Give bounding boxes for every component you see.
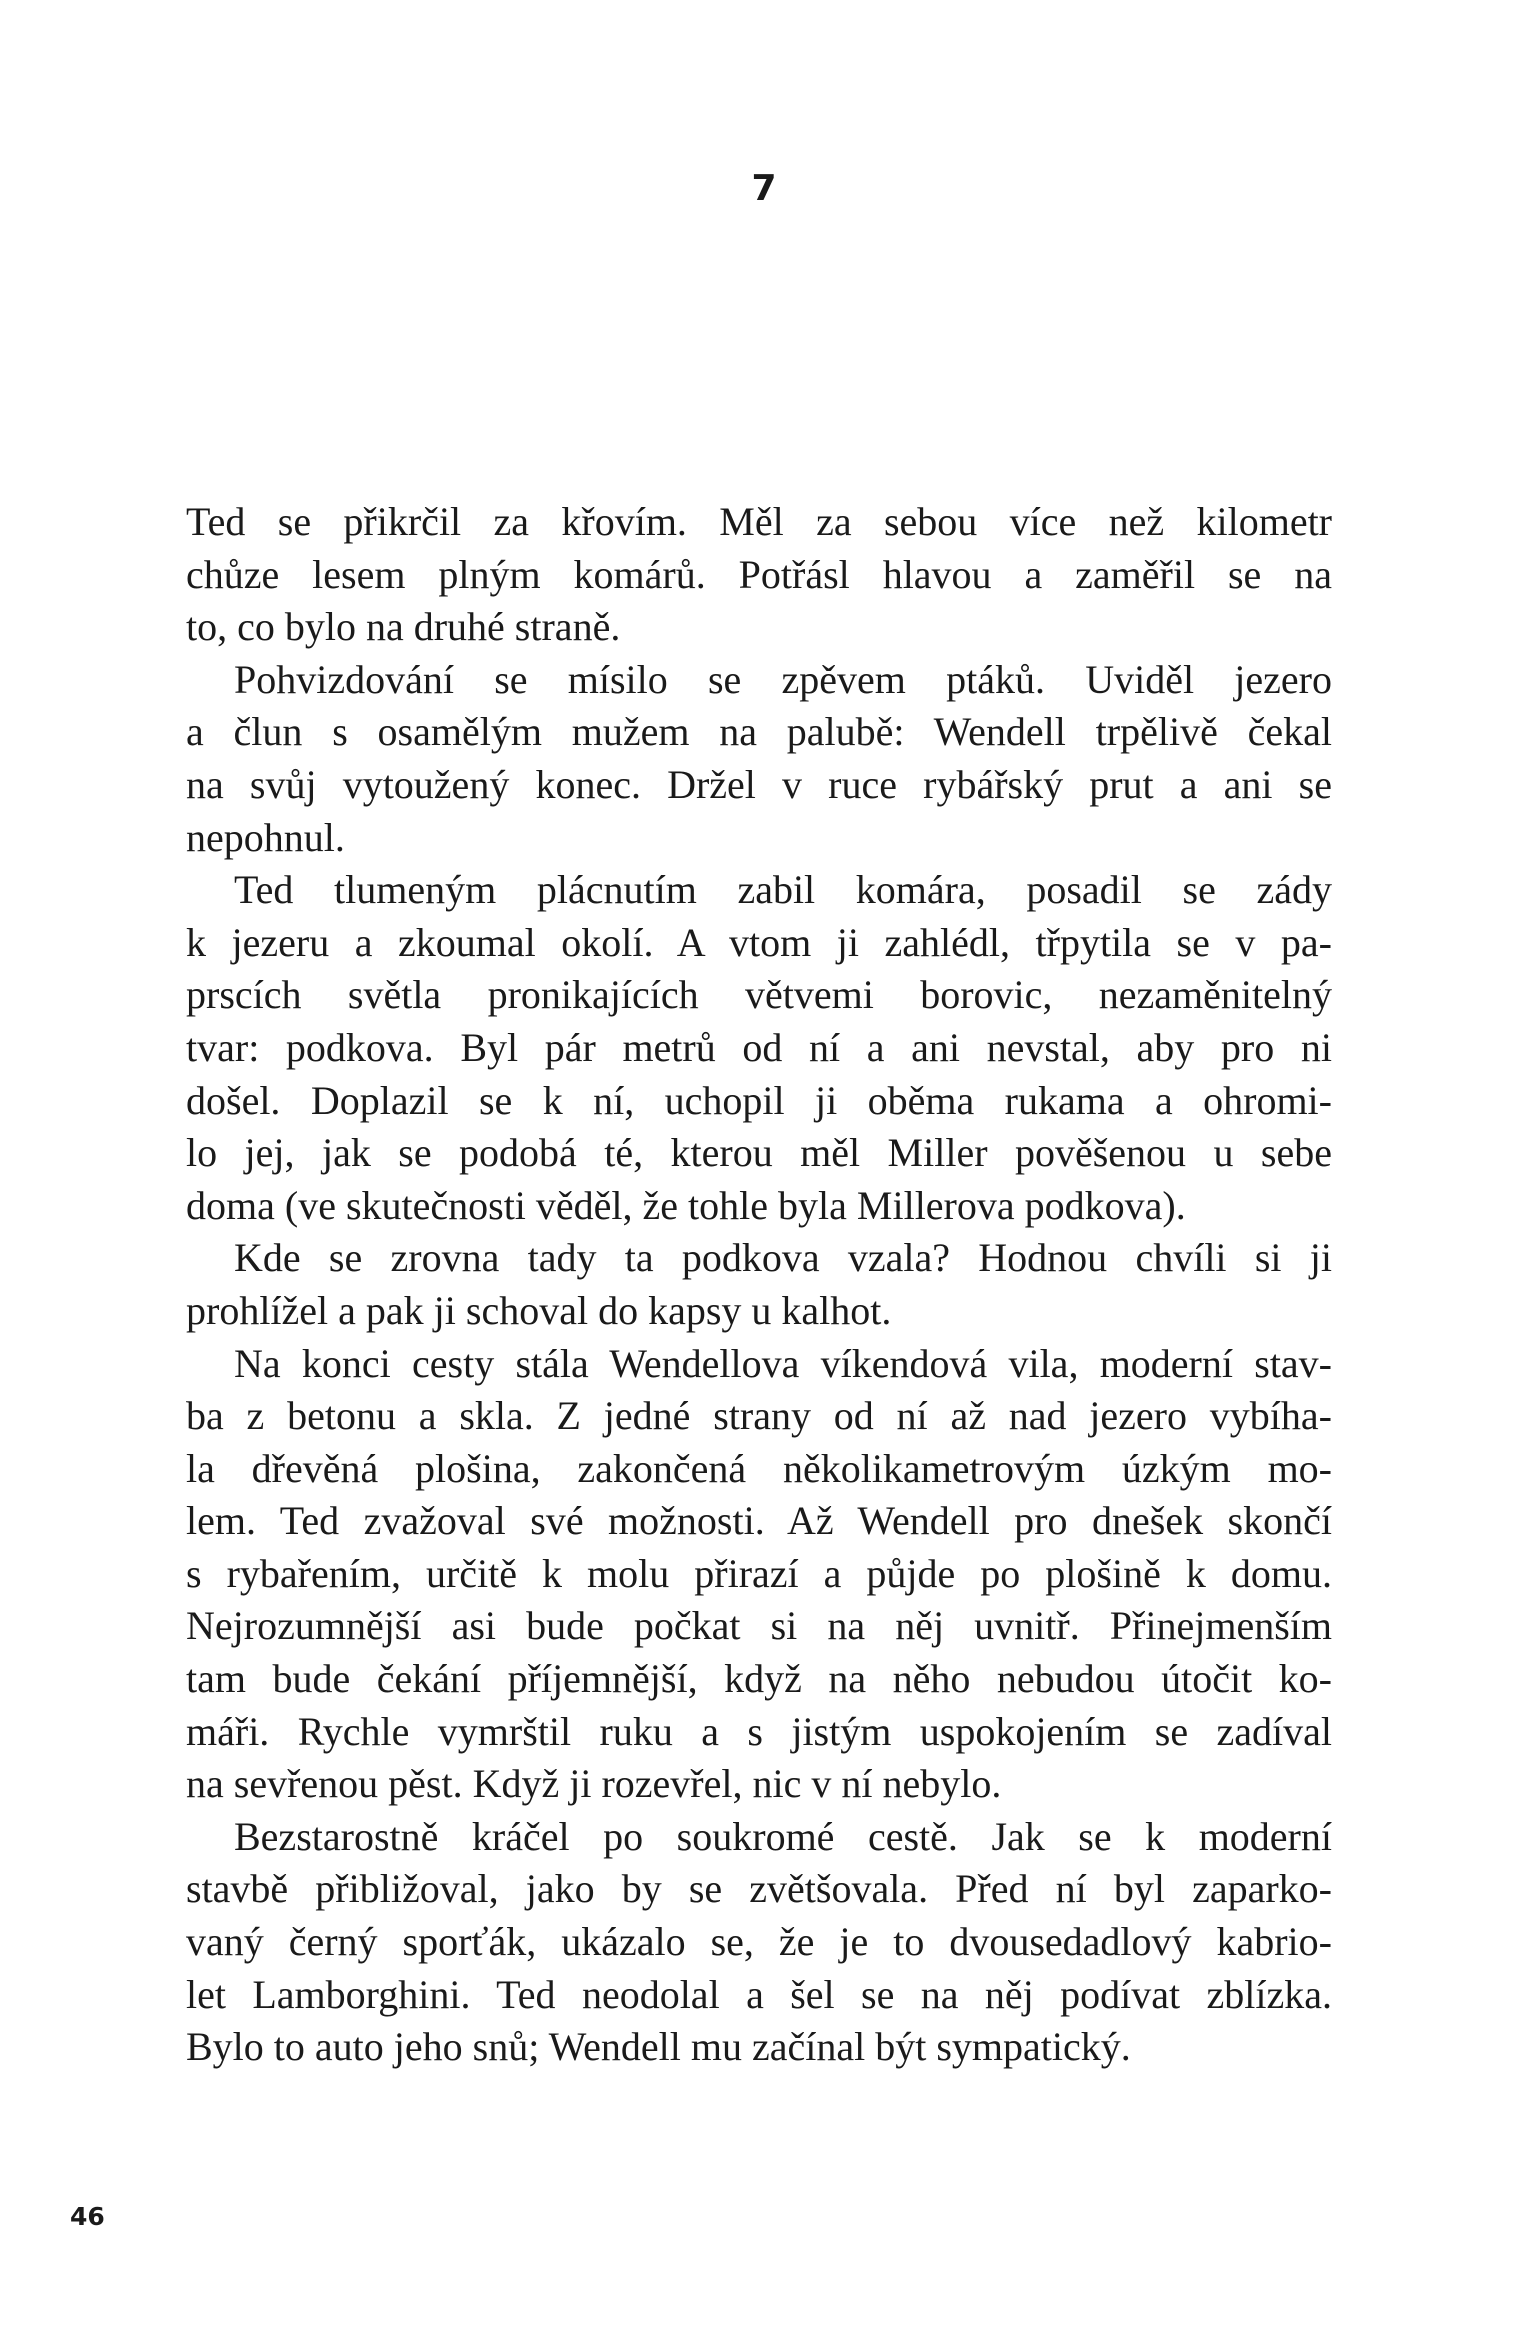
text-line: ba z betonu a skla. Z jedné strany od ní až nad jezero vybíha- [186, 1393, 1332, 1439]
paragraph [186, 1232, 1332, 1337]
text-line: na sevřenou pěst. Když ji rozevřel, nic v ní nebylo. [186, 1761, 1002, 1807]
text-line: nepohnul. [186, 814, 345, 860]
page-number: 46 [70, 2202, 105, 2231]
text-line: Ted se přikrčil za křovím. Měl za sebou více než kilometr [186, 499, 1332, 544]
text-line: la dřevěná plošina, zakončená několikametrovým úzkým mo- [186, 1445, 1332, 1491]
text-line: Pohvizdování se mísilo se zpěvem ptáků. Uviděl jezero [234, 656, 1332, 702]
text-line: k jezeru a zkoumal okolí. A vtom ji zahlédl, třpytila se v pa- [186, 919, 1332, 965]
paragraph [186, 654, 1332, 864]
text-line: let Lamborghini. Ted neodolal a šel se na něj podívat zblízka. [186, 1971, 1332, 2017]
text-line: došel. Doplazil se k ní, uchopil ji oběma rukama a ohromi- [186, 1077, 1332, 1123]
text-line: Ted tlumeným plácnutím zabil komára, posadil se zády [234, 867, 1332, 913]
text-line: stavbě přibližoval, jako by se zvětšovala. Před ní byl zaparko- [186, 1866, 1332, 1912]
text-line: Bezstarostně kráčel po soukromé cestě. Jak se k moderní [234, 1813, 1332, 1859]
body-text [186, 496, 1332, 2074]
text-line: tvar: podkova. Byl pár metrů od ní a ani nevstal, aby pro ni [186, 1024, 1332, 1070]
paragraph [186, 864, 1332, 1232]
text-line: prscích světla pronikajících větvemi borovic, nezaměnitelný [186, 972, 1332, 1018]
text-line: s rybařením, určitě k molu přirazí a půjde po plošině k domu. [186, 1550, 1332, 1596]
text-line: Bylo to auto jeho snů; Wendell mu začínal být sympatický. [186, 2024, 1131, 2070]
text-line: Na konci cesty stála Wendellova víkendová vila, moderní stav- [234, 1340, 1332, 1386]
text-line: máři. Rychle vymrštil ruku a s jistým uspokojením se zadíval [186, 1708, 1332, 1754]
text-line: doma (ve skutečnosti věděl, že tohle byla Millerova podkova). [186, 1182, 1186, 1228]
text-line: lo jej, jak se podobá té, kterou měl Miller pověšenou u sebe [186, 1130, 1332, 1176]
chapter-number: 7 [751, 168, 777, 209]
text-line: lem. Ted zvažoval své možnosti. Až Wendell pro dnešek skončí [186, 1498, 1332, 1544]
text-line: na svůj vytoužený konec. Držel v ruce rybářský prut a ani se [186, 761, 1332, 807]
text-line: tam bude čekání příjemnější, když na něho nebudou útočit ko- [186, 1656, 1332, 1702]
text-line: prohlížel a pak ji schoval do kapsy u kalhot. [186, 1287, 892, 1333]
text-line: a člun s osamělým mužem na palubě: Wendell trpělivě čekal [186, 709, 1332, 755]
paragraph [186, 1811, 1332, 2074]
text-line: chůze lesem plným komárů. Potřásl hlavou a zaměřil se na [186, 551, 1332, 597]
paragraph [186, 496, 1332, 654]
paragraph [186, 1338, 1332, 1811]
text-line: vaný černý sporťák, ukázalo se, že je to dvousedadlový kabrio- [186, 1919, 1332, 1965]
text-line: to, co bylo na druhé straně. [186, 604, 621, 650]
text-line: Nejrozumnější asi bude počkat si na něj uvnitř. Přinejmenším [186, 1603, 1332, 1649]
text-line: Kde se zrovna tady ta podkova vzala? Hodnou chvíli si ji [234, 1235, 1332, 1281]
